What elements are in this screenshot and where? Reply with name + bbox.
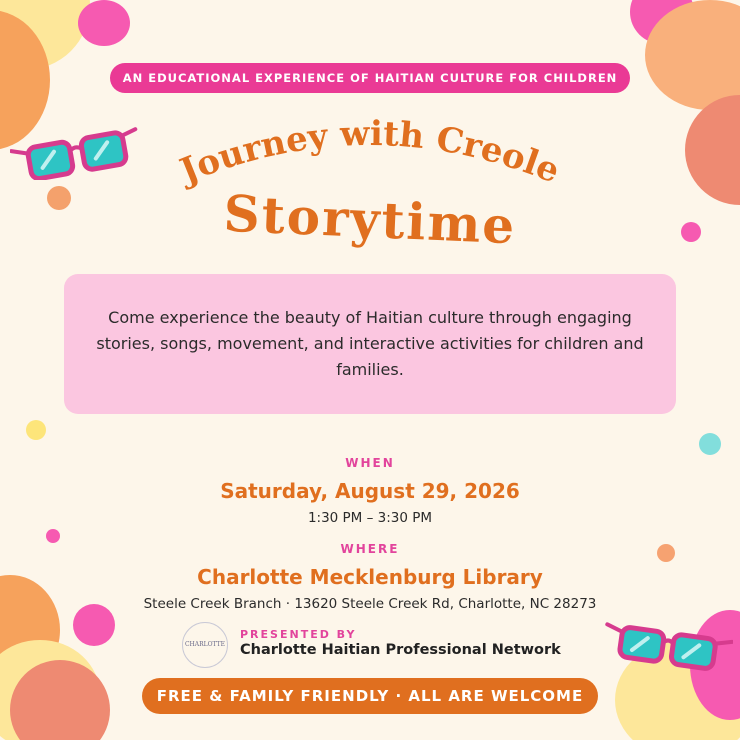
event-time: 1:30 PM – 3:30 PM [307,510,433,526]
decor-circle-salmon-right [685,95,740,205]
description-text: Come experience the beauty of Haitian culture through engaging stories, songs, movement, and interactive activities for children and families. [96,308,644,379]
presented-by-label: PRESENTED BY [240,628,357,641]
decor-circle-pink-small-right [681,222,701,242]
presenter-logo-text: CHARLOTTE [184,641,226,648]
tagline-pill [110,63,630,93]
title-line1 [172,114,565,193]
sunglasses-icon [603,615,733,675]
where-label: WHERE [340,542,400,556]
decor-circle-yellow-small-left [26,420,46,440]
when-label: WHEN [345,456,395,470]
decor-circle-teal-right [699,433,721,455]
sunglasses-icon [10,120,140,180]
title-line2: Storytime [222,183,518,256]
event-date: Saturday, August 29, 2026 [220,479,520,503]
venue-address: Steele Creek Branch · 13620 Steele Creek Rd, Charlotte, NC 28273 [143,596,597,612]
footer-pill-text: FREE & FAMILY FRIENDLY · ALL ARE WELCOME [156,687,584,705]
decor-circle-pink-top [78,0,130,46]
decor-circle-pink-tiny-left [46,529,60,543]
description-box [64,274,676,414]
title-line1-path: Journey with Creole [174,113,566,192]
presenter-logo [182,622,228,668]
decor-circle-orange-small-left [47,186,71,210]
footer-pill [142,678,598,714]
presenter-name: Charlotte Haitian Professional Network [240,642,561,658]
tagline-text: AN EDUCATIONAL EXPERIENCE OF HAITIAN CULTURE FOR CHILDREN [122,71,618,85]
venue-name: Charlotte Mecklenburg Library [197,565,543,589]
